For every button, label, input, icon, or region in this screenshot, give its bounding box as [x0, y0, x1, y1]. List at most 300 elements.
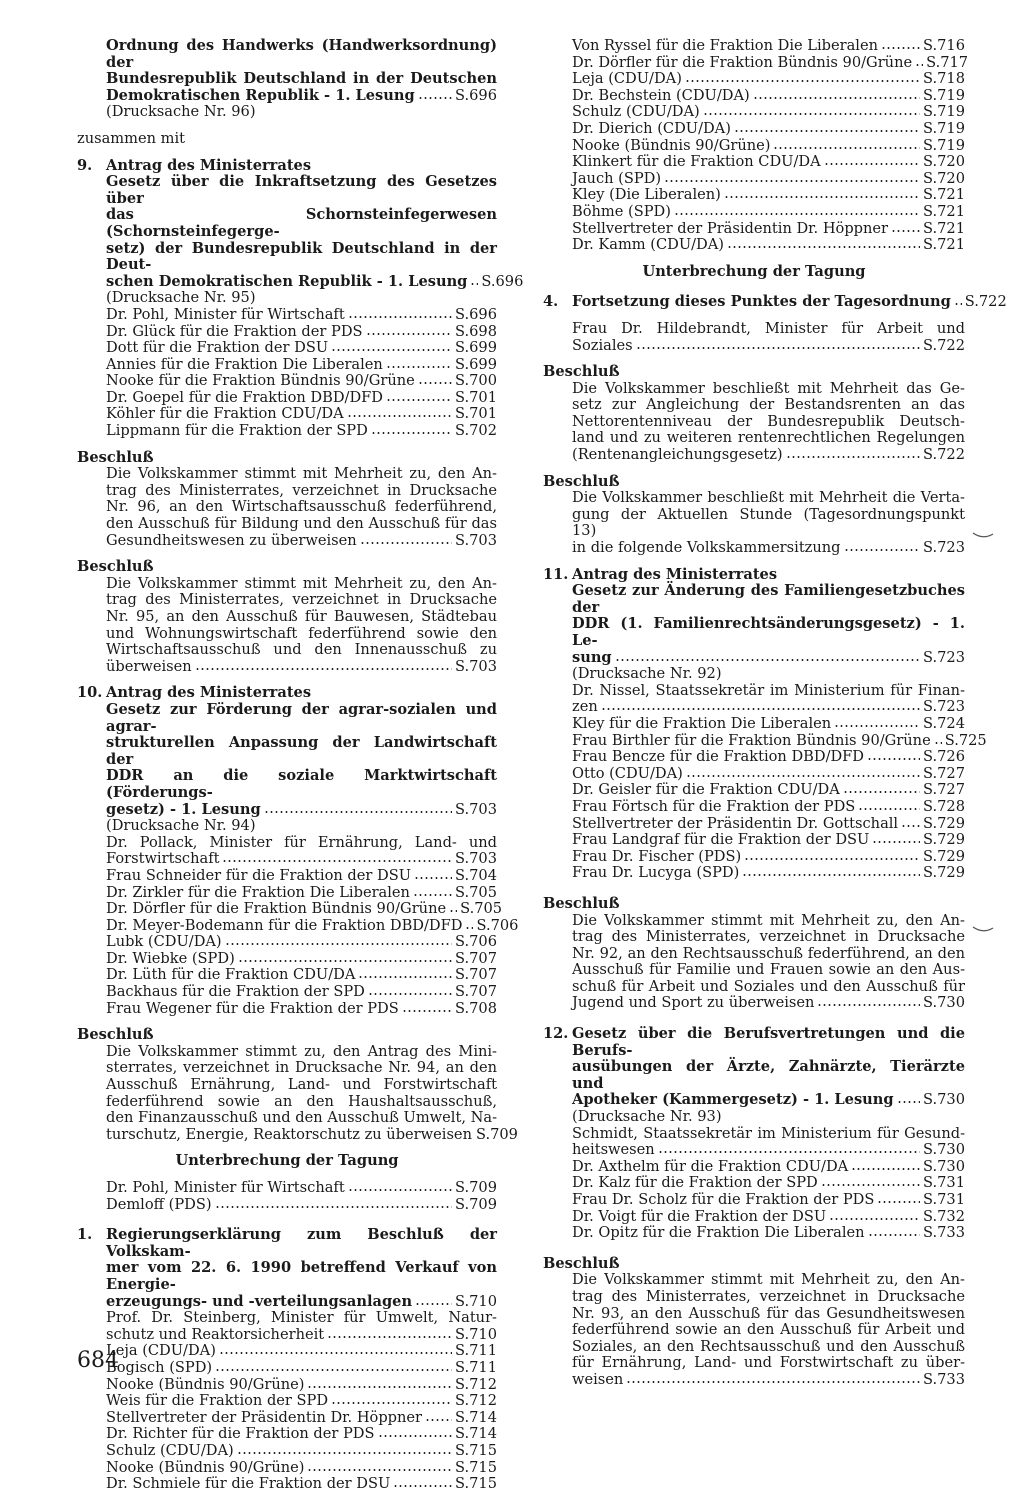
page-ref: S.717	[926, 53, 969, 71]
speaker-line	[572, 237, 965, 254]
page-ref: S.730	[923, 994, 965, 1012]
speaker-text: Dr. Dörfler für die Fraktion Bündnis 90/Grüne	[106, 900, 447, 918]
page-ref: S.710	[455, 1292, 497, 1310]
speaker-line: Schmidt, Staatssekretär im Ministerium für Gesund-	[572, 1124, 965, 1142]
leader-dots	[744, 857, 920, 861]
item-title-line: DDR an die soziale Marktwirtschaft (Förderungs-	[106, 767, 497, 801]
speaker-line	[106, 1410, 497, 1427]
leader-dots	[331, 1401, 452, 1405]
speaker-text: Dr. Pohl, Minister für Wirtschaft	[106, 305, 345, 323]
text-line: Nr. 93, an den Ausschuß für das Gesundheitswesen	[572, 1304, 965, 1322]
speaker-line	[572, 338, 965, 355]
speaker-text: Dr. Voigt für die Fraktion der DSU	[572, 1207, 827, 1225]
item-title-text: gesetz) - 1. Lesung	[106, 800, 261, 818]
speaker-text: Frau Schneider für die Fraktion der DSU	[106, 866, 412, 884]
speaker-text: Nooke für die Fraktion Bündnis 90/Grüne	[106, 372, 415, 390]
page-ref: S.728	[923, 797, 965, 815]
text-line: Ausschuß Ernährung, Land- und Forstwirtschaft	[106, 1076, 497, 1094]
leader-dots	[360, 541, 452, 545]
text-line: Ausschuß für Familie und Frauen sowie an den Aus-	[572, 961, 965, 979]
agenda-item-12	[543, 1026, 965, 1242]
speaker-text: Stellvertreter der Präsidentin Dr. Höppner	[572, 219, 889, 237]
item-title-text: Fortsetzung dieses Punktes der Tagesordnung	[572, 293, 951, 311]
page-ref: S.707	[455, 983, 497, 1001]
speaker-line: Dr. Nissel, Staatssekretär im Ministerium für Finan-	[572, 681, 965, 699]
beschluss-heading: Beschluß	[543, 472, 620, 490]
beschluss-block	[543, 896, 965, 1012]
page-ref: S.731	[923, 1174, 965, 1192]
leader-dots	[824, 162, 920, 166]
speaker-text: Dr. Zirkler für die Fraktion Die Liberalen	[106, 883, 410, 901]
page-ref: S.721	[923, 236, 965, 254]
speaker-line	[572, 799, 965, 816]
speaker-text: Frau Förtsch für die Fraktion der PDS	[572, 797, 856, 815]
text-line: Soziales, an den Rechtsausschuß und den Ausschuß	[572, 1337, 965, 1355]
text-line: trag des Ministerrates, verzeichnet in Drucksache	[572, 928, 965, 946]
speaker-line	[106, 1343, 497, 1360]
speaker-line	[106, 423, 497, 440]
item-number: 9.	[77, 156, 93, 174]
speaker-text: Dr. Goepel für die Fraktion DBD/DFD	[106, 388, 383, 406]
page-number: 684	[77, 1348, 119, 1373]
speaker-line	[106, 1460, 497, 1477]
drucksache: (Drucksache Nr. 95)	[106, 289, 256, 307]
item-title-line	[572, 1092, 965, 1109]
speaker-line	[572, 1175, 965, 1192]
item-number: 11.	[543, 565, 569, 583]
speaker-line	[572, 221, 965, 238]
page-ref: S.707	[455, 966, 497, 984]
item-title-line	[106, 802, 497, 819]
text-line: sterrates, verzeichnet in Drucksache Nr. 94, an den	[106, 1059, 497, 1077]
speaker-text: zen	[572, 698, 598, 716]
page-ref: S.699	[455, 355, 497, 373]
page-ref: S.722	[923, 446, 965, 464]
zusammen-mit: zusammen mit	[77, 129, 185, 147]
item-title-text: schen Demokratischen Republik - 1. Lesung	[106, 272, 468, 290]
leader-dots	[664, 179, 920, 183]
leader-dots	[425, 1418, 452, 1422]
text-line: federführend sowie an den Ausschuß für Arbeit und	[572, 1321, 965, 1339]
text-line: trag des Ministerrates, verzeichnet in Drucksache	[572, 1287, 965, 1305]
leader-dots	[703, 112, 920, 116]
speaker-text: Stellvertreter der Präsidentin Dr. Gottschall	[572, 814, 899, 832]
speaker-list	[106, 1327, 497, 1493]
page-ref: S.724	[923, 714, 965, 732]
beschluss-block	[543, 364, 965, 464]
speaker-line	[572, 1192, 965, 1209]
speaker-text: Frau Birthler für die Fraktion Bündnis 90/Grüne	[572, 731, 931, 749]
text-line-end: turschutz, Energie, Reaktorschutz zu überweisen	[106, 1125, 472, 1143]
text-line	[572, 1372, 965, 1389]
text-line	[106, 659, 497, 676]
page-ref: S.722	[923, 336, 965, 354]
leader-dots	[413, 893, 452, 897]
section-heading: Unterbrechung der Tagung	[642, 262, 866, 280]
speaker-text: Dr. Dörfler für die Fraktion Bündnis 90/Grüne	[572, 53, 913, 71]
beschluss-heading: Beschluß	[77, 558, 154, 576]
speaker-text: Dr. Schmiele für die Fraktion der DSU	[106, 1475, 391, 1493]
speaker-text: Schulz (CDU/DA)	[572, 103, 700, 121]
leader-dots	[307, 1385, 452, 1389]
item-title-line: setz) der Bundesrepublik Deutschland in der Deut-	[106, 239, 497, 274]
leader-dots	[195, 667, 452, 671]
page-ref: S.730	[923, 1157, 965, 1175]
speaker-line	[572, 53, 969, 72]
speaker-line	[106, 1393, 497, 1410]
speaker-text: Klinkert für die Fraktion CDU/DA	[572, 153, 821, 171]
page-ref: S.703	[455, 850, 497, 868]
page-ref: S.721	[923, 202, 965, 220]
speaker-line	[106, 324, 497, 341]
item-title-line: Gesetz über die Berufsvertretungen und die Berufs-	[572, 1025, 965, 1059]
entry-title-text: Demokratischen Republik - 1. Lesung	[106, 86, 415, 104]
drucksache: (Drucksache Nr. 94)	[106, 817, 256, 835]
leader-dots	[686, 774, 920, 778]
leader-dots	[215, 1368, 452, 1372]
right-column	[543, 37, 1007, 1389]
speaker-line: Dr. Pollack, Minister für Ernährung, Land- und	[106, 833, 497, 851]
speaker-text: Frau Bencze für die Fraktion DBD/DFD	[572, 748, 865, 766]
speaker-text: Dr. Richter für die Fraktion der PDS	[106, 1425, 375, 1443]
item-intro: Antrag des Ministerrates	[572, 565, 778, 583]
leader-dots	[418, 381, 452, 385]
speaker-line	[572, 104, 965, 121]
speaker-line	[106, 900, 503, 918]
page-ref: S.726	[923, 748, 965, 766]
page-ref: S.703	[455, 800, 497, 818]
item-title-line	[106, 1294, 497, 1311]
speaker-line	[106, 868, 497, 885]
leader-dots	[844, 548, 921, 552]
speaker-text: Dr. Kamm (CDU/DA)	[572, 236, 724, 254]
item-number: 12.	[543, 1025, 569, 1043]
leader-dots	[734, 129, 920, 133]
speaker-line	[106, 1327, 497, 1344]
page-ref: S.715	[455, 1475, 497, 1493]
leader-dots	[934, 741, 942, 745]
leader-dots	[724, 195, 920, 199]
page-ref: S.709	[455, 1179, 497, 1196]
leader-dots	[954, 302, 962, 306]
speaker-list	[106, 307, 497, 440]
leader-dots	[307, 1468, 452, 1472]
drucksache: (Drucksache Nr. 96)	[106, 103, 256, 121]
text-line	[572, 995, 965, 1012]
leader-dots	[829, 1217, 920, 1221]
text-line: Nr. 95, an den Ausschuß für Bauwesen, Städtebau	[106, 608, 497, 625]
item-title-line: ausübungen der Ärzte, Zahnärzte, Tierärzte und	[572, 1058, 965, 1092]
leader-dots	[470, 282, 478, 286]
page-ref: S.718	[923, 70, 965, 88]
speaker-line	[106, 406, 497, 423]
leader-dots	[386, 365, 452, 369]
speaker-text: Dott für die Fraktion der DSU	[106, 339, 329, 357]
leader-dots	[742, 873, 920, 877]
leader-dots	[264, 810, 452, 814]
leader-dots	[402, 1009, 452, 1013]
leader-dots	[366, 332, 452, 336]
leader-dots	[636, 346, 920, 350]
leader-dots	[393, 1484, 452, 1488]
leader-dots	[685, 79, 920, 83]
text-line: Wirtschaftsausschuß und den Innenausschuß zu	[106, 641, 497, 659]
speaker-text: Dr. Opitz für die Fraktion Die Liberalen	[572, 1224, 865, 1242]
leader-dots	[851, 1167, 920, 1171]
text-line: setz zur Angleichung der Bestandsrenten an das	[572, 396, 965, 414]
leader-dots	[225, 942, 452, 946]
leader-dots	[215, 1205, 452, 1209]
beschluss-block	[543, 474, 965, 557]
speaker-line	[106, 373, 497, 390]
margin-mark-icon	[972, 924, 994, 934]
speaker-line	[106, 916, 519, 935]
entry-title-line: Bundesrepublik Deutschland in der Deutschen	[106, 70, 497, 88]
page-ref: S.729	[923, 831, 965, 849]
text-line	[572, 447, 965, 464]
leader-dots	[219, 1351, 452, 1355]
text-line: den Ausschuß für Bildung und den Ausschuß für das	[106, 515, 497, 533]
agenda-item-9	[77, 156, 524, 440]
page-ref: S.708	[455, 999, 497, 1017]
margin-mark-icon	[972, 530, 994, 540]
section-heading: Unterbrechung der Tagung	[175, 1152, 399, 1170]
leader-dots	[753, 96, 920, 100]
speaker-list	[106, 1180, 497, 1213]
text-line-end: überweisen	[106, 657, 192, 675]
beschluss-heading: Beschluß	[543, 894, 620, 912]
speaker-text: Weis für die Fraktion der SPD	[106, 1392, 329, 1410]
speaker-line	[106, 934, 497, 951]
speaker-list	[106, 850, 519, 1017]
speaker-line	[572, 766, 965, 783]
item-title-line	[572, 650, 965, 667]
speaker-line	[106, 340, 497, 357]
page-ref: S.716	[923, 37, 965, 54]
text-line: Nr. 96, an den Wirtschaftsausschuß federführend,	[106, 498, 497, 516]
speaker-line	[572, 38, 965, 55]
leader-dots	[817, 1003, 920, 1007]
text-line: land und zu weiteren rentenrechtlichen Regelungen	[572, 429, 965, 447]
beschluss-heading: Beschluß	[543, 1254, 620, 1272]
speaker-line	[106, 1377, 497, 1394]
speaker-text: Leja (CDU/DA)	[572, 70, 682, 88]
drucksache: (Drucksache Nr. 93)	[572, 1108, 722, 1126]
item-intro: Antrag des Ministerrates	[106, 156, 312, 174]
page-ref: S.712	[455, 1375, 497, 1393]
speaker-line	[572, 88, 965, 105]
text-line: federführend sowie an den Haushaltsausschuß,	[106, 1092, 497, 1110]
speaker-line	[106, 885, 497, 902]
speaker-line	[106, 1443, 497, 1460]
page-ref: S.701	[455, 388, 497, 406]
leader-dots	[371, 431, 452, 435]
page-ref: S.729	[923, 864, 965, 882]
speaker-line	[106, 1180, 497, 1197]
agenda-item-11	[543, 565, 987, 882]
speaker-text: Dr. Wiebke (SPD)	[106, 949, 235, 967]
text-line: gung der Aktuellen Stunde (Tagesordnungspunkt 13)	[572, 505, 965, 540]
speaker-text: Dr. Glück für die Fraktion der PDS	[106, 322, 363, 340]
page-ref: S.703	[455, 657, 497, 675]
speaker-line	[572, 154, 965, 171]
page-ref: S.700	[455, 372, 497, 390]
text-line-end: weisen	[572, 1370, 624, 1388]
speaker-text: Forstwirtschaft	[106, 850, 220, 868]
speaker-text: Dr. Bechstein (CDU/DA)	[572, 86, 750, 104]
speaker-line	[106, 1360, 497, 1377]
text-line-end: in die folgende Volkskammersitzung	[572, 539, 841, 557]
item-number: 4.	[543, 293, 559, 311]
page-ref: S.709	[475, 1125, 518, 1143]
leader-dots	[449, 909, 457, 913]
item-title-text: erzeugungs- und -verteilungsanlagen	[106, 1292, 413, 1310]
page-ref: S.723	[923, 698, 965, 716]
leader-dots	[901, 824, 920, 828]
speaker-text: Bogisch (SPD)	[106, 1358, 213, 1376]
page-ref: S.714	[455, 1425, 497, 1443]
agenda-item-1	[77, 1227, 497, 1493]
speaker-line	[106, 357, 497, 374]
beschluss-block	[543, 1256, 965, 1389]
speaker-line	[572, 187, 965, 204]
speaker-list	[572, 37, 969, 254]
speaker-text: Soziales	[572, 336, 633, 354]
leader-dots	[821, 1183, 920, 1187]
leader-dots	[348, 315, 452, 319]
speaker-line	[106, 984, 497, 1001]
page-ref: S.733	[923, 1224, 965, 1242]
speaker-text: Dr. Axthelm für die Fraktion CDU/DA	[572, 1157, 849, 1175]
speaker-line	[572, 849, 965, 866]
leader-dots	[331, 348, 452, 352]
page-ref: S.698	[455, 322, 497, 340]
speaker-text: Stellvertreter der Präsidentin Dr. Höppner	[106, 1408, 423, 1426]
speaker-text: Köhler für die Fraktion CDU/DA	[106, 405, 344, 423]
page-ref: S.705	[455, 883, 497, 901]
entry-title-line	[106, 88, 497, 105]
text-line	[572, 540, 965, 557]
leader-dots	[915, 63, 923, 67]
leader-dots	[858, 807, 920, 811]
page-ref: S.720	[923, 169, 965, 187]
leader-dots	[843, 790, 920, 794]
item-number: 10.	[77, 684, 103, 702]
leader-dots	[877, 1200, 920, 1204]
speaker-line	[106, 967, 497, 984]
speaker-text: Frau Dr. Fischer (PDS)	[572, 847, 742, 865]
beschluss-heading: Beschluß	[543, 363, 620, 381]
page-ref: S.705	[460, 900, 503, 918]
speaker-line	[572, 138, 965, 155]
speaker-line	[572, 1142, 965, 1159]
page-ref: S.706	[455, 933, 497, 951]
page-ref: S.699	[455, 339, 497, 357]
leader-dots	[773, 146, 920, 150]
text-line: und Wohnungswirtschaft federführend sowie den	[106, 624, 497, 642]
page-ref: S.733	[923, 1370, 965, 1388]
page-ref: S.702	[455, 422, 497, 440]
page-ref: S.719	[923, 119, 965, 137]
page-ref: S.732	[923, 1207, 965, 1225]
page-ref: S.719	[923, 103, 965, 121]
page-ref: S.721	[923, 186, 965, 204]
page-ref: S.723	[923, 648, 965, 666]
page-ref: S.715	[455, 1441, 497, 1459]
page-ref: S.731	[923, 1191, 965, 1208]
text-line: Die Volkskammer stimmt mit Mehrheit zu, den An-	[572, 911, 965, 929]
leader-dots	[867, 757, 920, 761]
text-line	[106, 1125, 518, 1144]
page-ref: S.721	[923, 219, 965, 237]
text-line	[106, 533, 497, 550]
agenda-item-4	[543, 293, 1007, 354]
text-line-end: (Rentenangleichungsgesetz)	[572, 446, 783, 464]
item-title-line: DDR (1. Familienrechtsänderungsgesetz) - 1. Le-	[572, 615, 965, 649]
item-title-line: das Schornsteinfegerwesen (Schornsteinfegerge-	[106, 206, 497, 240]
page-ref: S.727	[923, 781, 965, 799]
text-line: den Finanzausschuß und den Ausschuß Umwelt, Na-	[106, 1109, 497, 1127]
speaker-text: Kley (Die Liberalen)	[572, 186, 721, 204]
leader-dots	[601, 707, 920, 711]
beschluss-heading: Beschluß	[77, 1026, 154, 1044]
speaker-text: Nooke (Bündnis 90/Grüne)	[572, 136, 771, 154]
leader-dots	[674, 212, 920, 216]
leader-dots	[881, 46, 920, 50]
leader-dots	[222, 859, 452, 863]
speaker-line	[572, 204, 965, 221]
leader-dots	[238, 959, 452, 963]
text-line: trag des Ministerrates, verzeichnet in Drucksache	[106, 481, 497, 499]
text-line: Die Volkskammer beschließt mit Mehrheit das Ge-	[572, 379, 965, 397]
item-number: 1.	[77, 1226, 93, 1244]
page-ref: S.729	[923, 814, 965, 832]
speaker-text: Lippmann für die Fraktion der SPD	[106, 422, 368, 440]
page-ref: S.696	[455, 305, 497, 323]
speaker-text: Dr. Kalz für die Fraktion der SPD	[572, 1174, 818, 1192]
speaker-text: Frau Wegener für die Fraktion der PDS	[106, 999, 399, 1017]
speaker-text: Lubk (CDU/DA)	[106, 933, 222, 951]
page-ref: S.727	[923, 764, 965, 782]
entry-handwerksordnung	[77, 38, 497, 121]
beschluss-block	[77, 559, 497, 675]
leader-dots	[348, 1188, 452, 1192]
page-ref: S.730	[923, 1091, 965, 1109]
leader-dots	[786, 455, 920, 459]
page-ref: S.714	[455, 1408, 497, 1426]
item-title-line: strukturellen Anpassung der Landwirtschaft der	[106, 734, 497, 768]
speaker-text: Frau Dr. Lucyga (SPD)	[572, 864, 740, 882]
entry-title-line: Ordnung des Handwerks (Handwerksordnung) der	[106, 37, 497, 71]
page-ref: S.696	[481, 272, 524, 290]
speaker-line	[572, 71, 965, 88]
speaker-text: Backhaus für die Fraktion der SPD	[106, 983, 365, 1001]
speaker-line	[572, 816, 965, 833]
agenda-item-10	[77, 684, 519, 1017]
speaker-line	[106, 1001, 497, 1018]
speaker-text: Böhme (SPD)	[572, 202, 671, 220]
page-ref: S.722	[964, 293, 1007, 311]
leader-dots	[327, 1335, 452, 1339]
text-line: für Ernährung, Land- und Forstwirtschaft zu über-	[572, 1354, 965, 1372]
page-ref: S.710	[455, 1325, 497, 1343]
item-title-line: mer vom 22. 6. 1990 betreffend Verkauf von Energie-	[106, 1259, 497, 1293]
speaker-line	[572, 716, 965, 733]
page-ref: S.704	[455, 866, 497, 884]
speaker-text: Otto (CDU/DA)	[572, 764, 683, 782]
speaker-line	[572, 1159, 965, 1176]
item-title-line: Gesetz zur Förderung der agrar-sozialen und agrar-	[106, 700, 497, 735]
